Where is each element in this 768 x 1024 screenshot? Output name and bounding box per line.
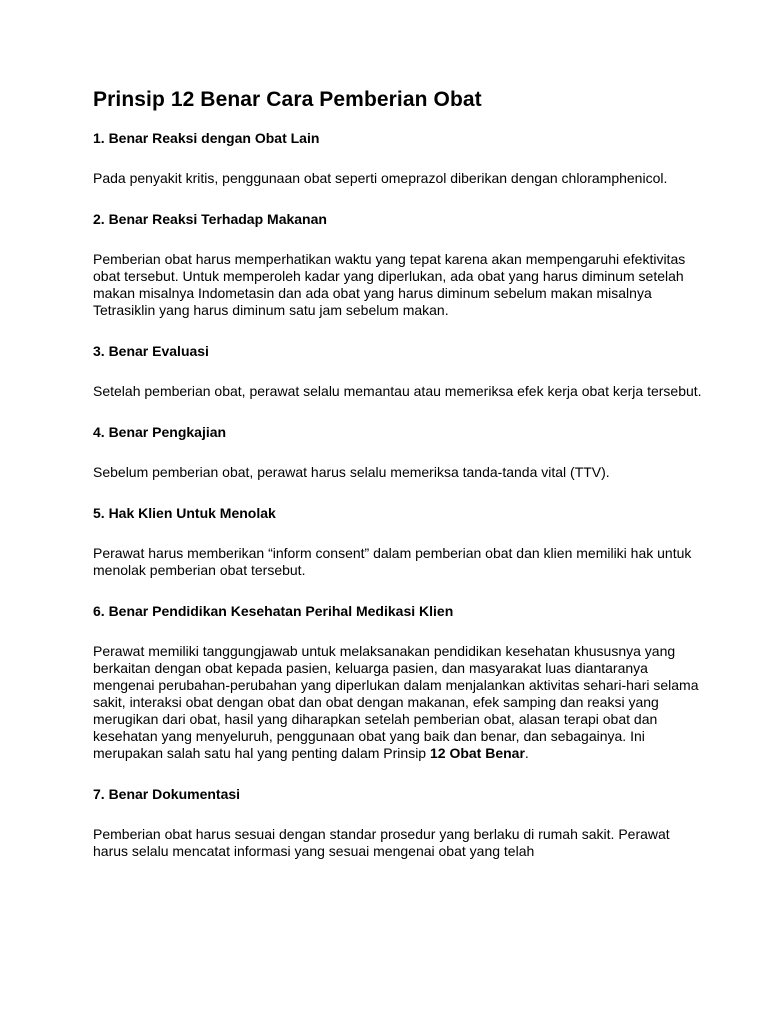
section-heading: 4. Benar Pengkajian — [93, 424, 227, 440]
section-body: Pada penyakit kritis, penggunaan obat seperti omeprazol diberikan dengan chloramphenicol. — [93, 170, 668, 186]
section-body — [93, 643, 708, 762]
section-body-text: Perawat memiliki tanggungjawab untuk melaksanakan pendidikan kesehatan khususnya yang berkaitan dengan obat kepada pasien, keluarga pasien, dan masyarakat luas diantaranya mengenai perubahan-perubahan yang diperlukan dalam menjalankan aktivitas sehari-hari selama sakit, interaksi obat dengan obat dan obat dengan makanan, efek samping dan reaksi yang merugikan dari obat, hasil yang diharapkan setelah pemberian obat, alasan terapi obat dan kesehatan yang menyeluruh, penggunaan obat yang baik dan benar, dan sebagainya. Ini merupakan salah satu hal yang penting dalam Prinsip — [93, 643, 699, 761]
section-body: Perawat harus memberikan “inform consent” dalam pemberian obat dan klien memiliki hak untuk menolak pemberian obat tersebut. — [93, 545, 692, 578]
section-3 — [93, 343, 708, 400]
section-body-end: . — [524, 745, 529, 761]
section-body: Sebelum pemberian obat, perawat harus selalu memeriksa tanda-tanda vital (TTV). — [93, 464, 610, 480]
section-7 — [93, 786, 708, 860]
section-body: Pemberian obat harus memperhatikan waktu yang tepat karena akan mempengaruhi efektivitas obat tersebut. Untuk memperoleh kadar yang diperlukan, ada obat yang harus diminum setelah makan misalnya Indometasin dan ada obat yang harus diminum sebelum makan misalnya Tetrasiklin yang harus diminum satu jam sebelum makan. — [93, 251, 686, 318]
section-heading: 1. Benar Reaksi dengan Obat Lain — [93, 130, 320, 146]
section-6 — [93, 603, 708, 762]
document-title: Prinsip 12 Benar Cara Pemberian Obat — [93, 88, 482, 111]
section-heading: 2. Benar Reaksi Terhadap Makanan — [93, 211, 327, 227]
section-heading: 3. Benar Evaluasi — [93, 343, 209, 359]
section-1 — [93, 130, 708, 187]
section-heading: 7. Benar Dokumentasi — [93, 786, 241, 802]
section-2 — [93, 211, 708, 319]
section-body: Setelah pemberian obat, perawat selalu memantau atau memeriksa efek kerja obat kerja tersebut. — [93, 383, 702, 399]
section-heading: 6. Benar Pendidikan Kesehatan Perihal Medikasi Klien — [93, 603, 454, 619]
section-body: Pemberian obat harus sesuai dengan standar prosedur yang berlaku di rumah sakit. Perawat harus selalu mencatat informasi yang sesuai mengenai obat yang telah — [93, 826, 670, 859]
section-4 — [93, 424, 708, 481]
section-5 — [93, 505, 708, 579]
bold-emphasis: 12 Obat Benar — [429, 745, 525, 761]
section-heading: 5. Hak Klien Untuk Menolak — [93, 505, 276, 521]
